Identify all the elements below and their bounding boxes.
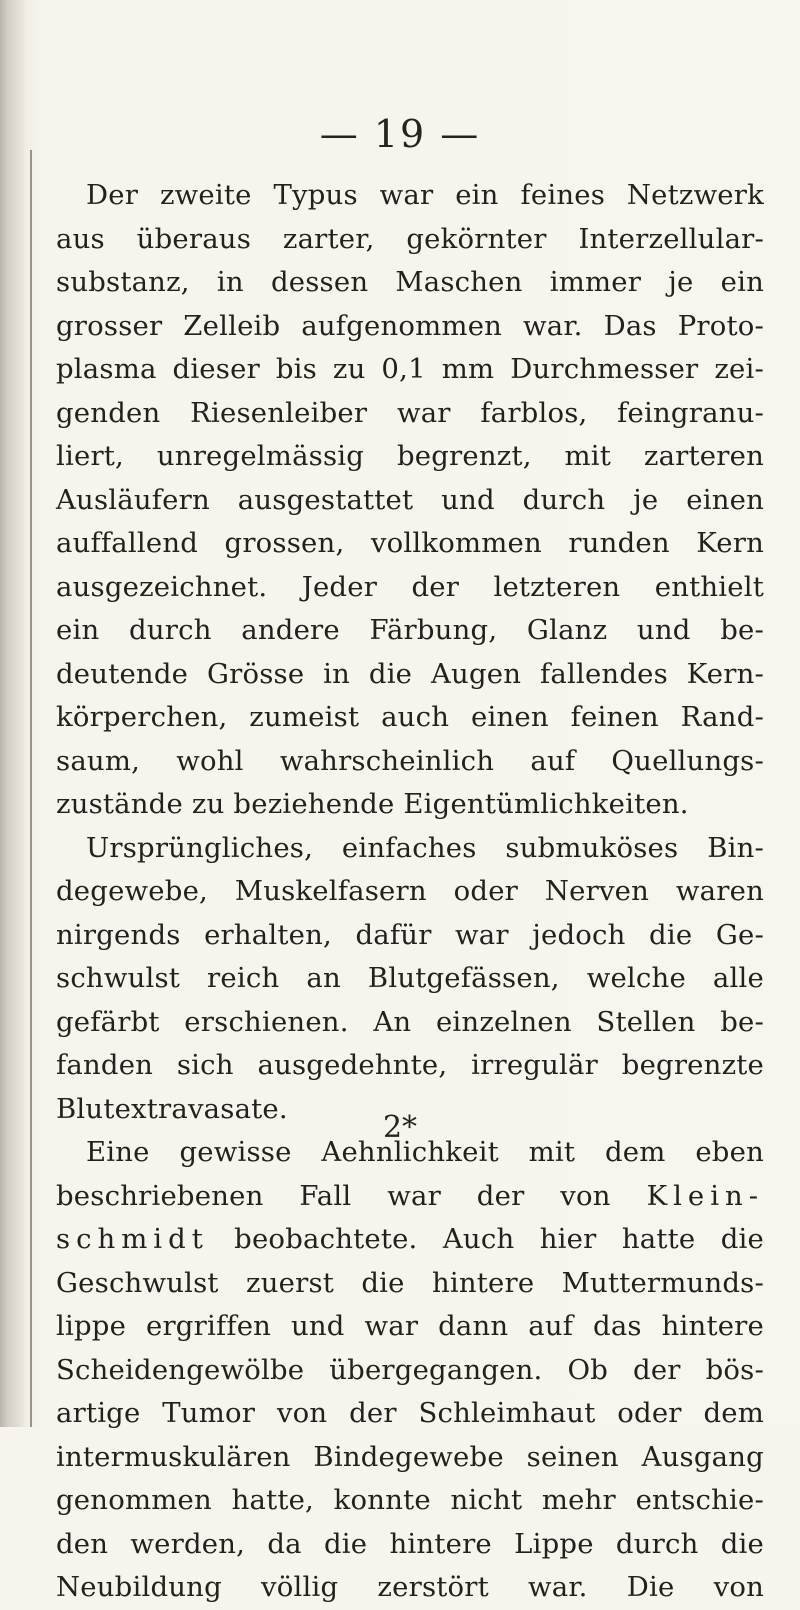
text-line: Der zweite Typus war ein feines Netzwerk bbox=[86, 179, 764, 211]
text-line: ein durch andere Färbung, Glanz und be- bbox=[56, 614, 764, 646]
text-line: lippe ergriffen und war dann auf das hintere bbox=[56, 1310, 764, 1342]
text-line: Ursprüngliches, einfaches submuköses Bin- bbox=[86, 831, 764, 864]
text-line: gefärbt erschienen. An einzelnen Stellen be- bbox=[56, 1005, 764, 1038]
text-line: ausgezeichnet. Jeder der letzteren enthielt bbox=[56, 570, 764, 603]
binding-edge-line bbox=[30, 150, 32, 1427]
text-line: genommen hatte, konnte nicht mehr entschie- bbox=[56, 1484, 764, 1516]
text-line: körperchen, zumeist auch einen feinen Rand- bbox=[56, 701, 764, 733]
text-line: Scheidengewölbe übergegangen. Ob der bös- bbox=[56, 1353, 764, 1386]
text-line: degewebe, Muskelfasern oder Nerven waren bbox=[56, 875, 764, 907]
text-line: liert, unregelmässig begrenzt, mit zarteren bbox=[56, 440, 764, 472]
text-line: Ausläufern ausgestattet und durch je einen bbox=[56, 483, 764, 516]
text-line: deutende Grösse in die Augen fallendes Kern- bbox=[56, 657, 764, 690]
text-line: aus überaus zarter, gekörnter Interzellular- bbox=[56, 222, 764, 255]
text-segment: beschriebenen Fall war der von bbox=[56, 1179, 611, 1212]
text-line: grosser Zelleib aufgenommen war. Das Proto- bbox=[56, 309, 764, 342]
text-line: nirgends erhalten, dafür war jedoch die Ge- bbox=[56, 918, 764, 951]
text-line: artige Tumor von der Schleimhaut oder dem bbox=[56, 1397, 764, 1429]
text-line: genden Riesenleiber war farblos, feingranu- bbox=[56, 396, 764, 429]
text-line: Neubildung völlig zerstört war. Die von bbox=[56, 1571, 764, 1603]
text-line: auffallend grossen, vollkommen runden Kern bbox=[56, 527, 764, 559]
text-line: substanz, in dessen Maschen immer je ein bbox=[56, 266, 764, 298]
text-line: saum, wohl wahrscheinlich auf Quellungs- bbox=[56, 744, 764, 777]
binding-shadow bbox=[0, 0, 26, 1427]
printer-signature-mark: 2* bbox=[382, 1110, 418, 1145]
author-name-spaced: schmidt bbox=[56, 1223, 209, 1255]
text-line: plasma dieser bis zu 0,1 mm Durchmesser zei- bbox=[56, 353, 764, 385]
text-line: Geschwulst zuerst die hintere Muttermunds- bbox=[56, 1266, 764, 1299]
text-line bbox=[56, 1218, 764, 1262]
text-line: fanden sich ausgedehnte, irregulär begrenzte bbox=[56, 1049, 764, 1081]
body-text bbox=[56, 174, 764, 1610]
text-line: Blutextravasate. bbox=[56, 1092, 288, 1125]
text-line: den werden, da die hintere Lippe durch die bbox=[56, 1527, 764, 1560]
text-segment: beobachtete. Auch hier hatte die bbox=[234, 1223, 764, 1255]
page-number: — 19 — bbox=[319, 112, 481, 156]
text-line bbox=[56, 1175, 764, 1219]
text-line: zustände zu beziehende Eigentümlichkeiten. bbox=[56, 788, 689, 820]
text-line: intermuskulären Bindegewebe seinen Ausgang bbox=[56, 1440, 764, 1473]
text-line: Eine gewisse Aehnlichkeit mit dem eben bbox=[86, 1136, 764, 1168]
author-name-spaced: Klein- bbox=[646, 1179, 764, 1212]
text-line: schwulst reich an Blutgefässen, welche alle bbox=[56, 962, 764, 994]
